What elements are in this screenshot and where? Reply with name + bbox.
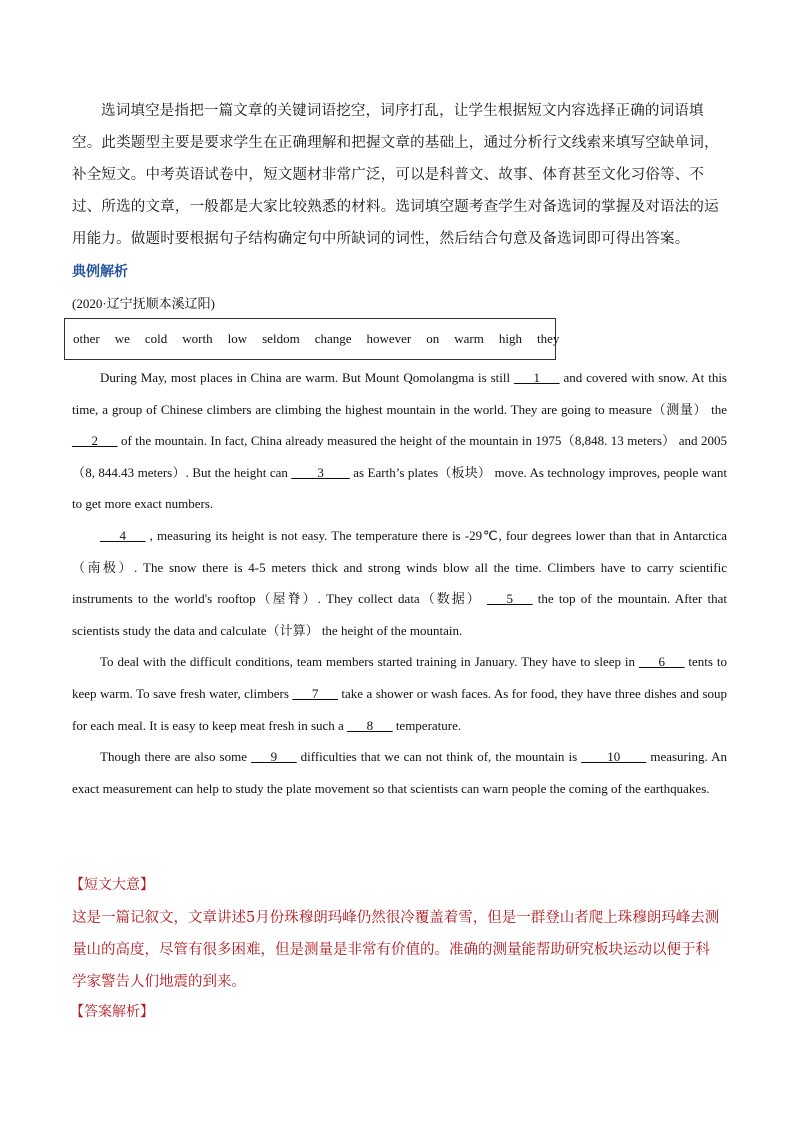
- question-source: (2020·辽宁抚顺本溪辽阳): [72, 296, 215, 311]
- cloze-passage: [72, 362, 727, 804]
- blank-6[interactable]: ___6___: [638, 654, 685, 670]
- word-bank-item: high: [498, 331, 522, 346]
- word-bank-item: change: [314, 331, 352, 346]
- word-bank-item: low: [227, 331, 248, 346]
- passage-paragraph-4: Though there are also some ___9___ difficulties that we can not think of, the mountain is ____10____ measuring. An exact measurement can help to study the plate movement so that scientists can warn people the coming of the earthquakes.: [72, 749, 727, 796]
- blank-2[interactable]: ___2___: [72, 433, 118, 449]
- blank-10[interactable]: ____10____: [581, 749, 647, 765]
- word-bank-item: they: [537, 331, 560, 346]
- word-bank-item: on: [426, 331, 440, 346]
- blank-7[interactable]: ___7___: [292, 685, 338, 701]
- blank-3[interactable]: ____3____: [291, 464, 350, 480]
- blank-8[interactable]: ___8___: [347, 717, 393, 733]
- blank-4[interactable]: ___4___: [100, 527, 146, 543]
- summary-paragraph: 这是一篇记叙文，文章讲述5月份珠穆朗玛峰仍然很冷覆盖着雪，但是一群登山者爬上珠穆朗玛峰去测量山的高度，尽管有很多困难，但是测量是非常有价值的。准确的测量能帮助研究板块运动以便于科学家警告人们地震的到来。: [72, 910, 720, 990]
- analysis-heading: 【答案解析】: [70, 1004, 154, 1020]
- intro-paragraph: 选词填空是指把一篇文章的关键词语挖空，词序打乱，让学生根据短文内容选择正确的词语填空。此类题型主要是要求学生在正确理解和把握文章的基础上，通过分析行文线索来填写空缺单词，补全短文。中考英语试卷中，短文题材非常广泛，可以是科普文、故事、体育甚至文化习俗等、不过、所选的文章，一般都是大家比较熟悉的材料。选词填空题考查学生对备选词的掌握及对语法的运用能力。做题时要根据句子结构确定句中所缺词的词性，然后结合句意及备选词即可得出答案。: [72, 103, 719, 247]
- summary-heading: 【短文大意】: [70, 877, 154, 893]
- word-bank-item: however: [366, 331, 412, 346]
- blank-9[interactable]: ___9___: [251, 749, 297, 765]
- blank-1[interactable]: ___1___: [514, 370, 560, 385]
- word-bank-item: warm: [454, 331, 484, 346]
- blank-5[interactable]: ___5___: [486, 591, 533, 607]
- passage-paragraph-3: To deal with the difficult conditions, team members started training in January. They have to sleep in ___6___ tents to keep warm. To save fresh water, climbers ___7___ take a shower or wash faces. As for food, they have three dishes and soup for each meal. It is easy to keep meat fresh in such a ___8___ temperature.: [72, 654, 727, 733]
- word-bank-item: cold: [144, 331, 168, 346]
- example-heading: 典例解析: [72, 264, 128, 280]
- word-bank-item: other: [73, 331, 100, 346]
- passage-paragraph-1: During May, most places in China are warm. But Mount Qomolangma is still ___1___ and covered with snow. At this time, a group of Chinese climbers are climbing the highest mountain in the world. They are going to measure（测量） the ___2___ of the mountain. In fact, China already measured the height of the mountain in 1975（8,848. 13 meters） and 2005（8, 844.43 meters）. But the height can ____3____ as Earth’s plates（板块） move. As technology improves, people want to get more exact numbers.: [72, 370, 727, 512]
- word-bank-item: worth: [182, 331, 213, 346]
- passage-paragraph-2: ___4___ , measuring its height is not easy. The temperature there is -29℃, four degrees lower than that in Antarctica（南极）. The snow there is 4-5 meters thick and strong winds blow all the time. Climbers have to carry scientific instruments to the world's rooftop（屋脊）. They collect data（数据） ___5___ the top of the mountain. After that scientists study the data and calculate（计算） the height of the mountain.: [72, 527, 728, 638]
- word-bank-item: we: [114, 331, 130, 346]
- word-bank-item: seldom: [262, 331, 300, 346]
- word-bank-box: [64, 318, 560, 360]
